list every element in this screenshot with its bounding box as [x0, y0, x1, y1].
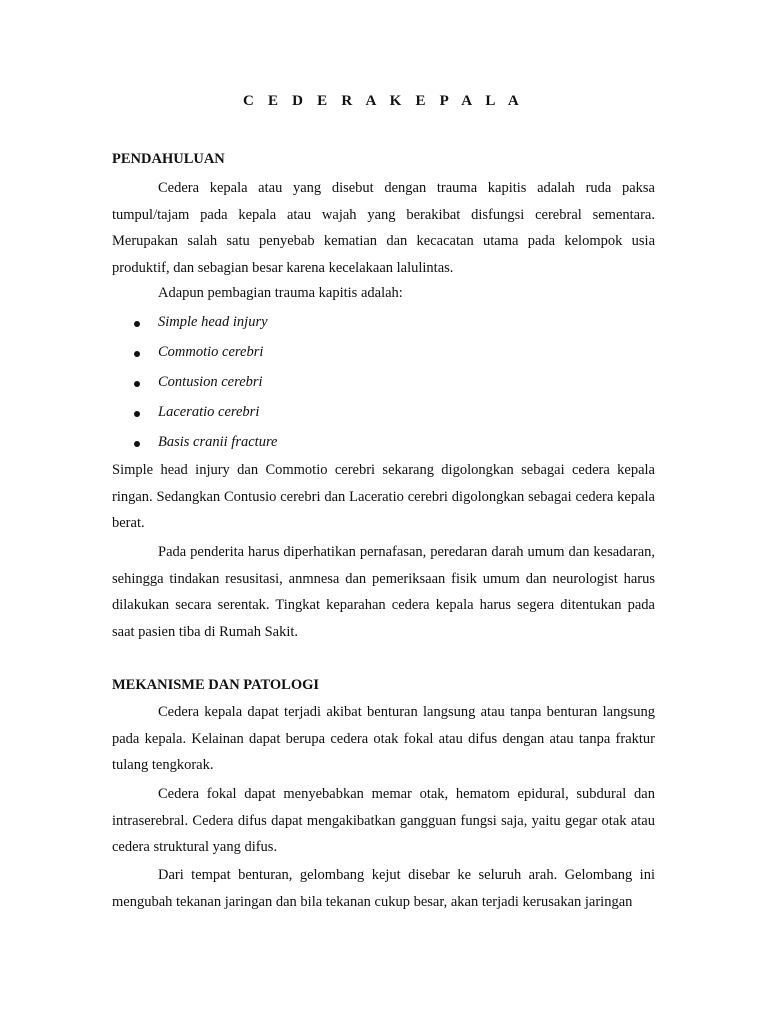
paragraph-management: Pada penderita harus diperhatikan pernafasan, peredaran darah umum dan kesadaran, sehingga tindakan resusitasi, anmnesa dan pemeriksaan fisik umum dan neurologist harus dilakukan secara serentak. Tingkat keparahan cedera kepala harus segera ditentukan pada saat pasien tiba di Rumah Sakit.: [112, 544, 655, 641]
list-item-label: Basis cranii fracture: [158, 434, 278, 450]
list-item-label: Simple head injury: [158, 314, 268, 330]
bullet-icon: [134, 321, 140, 327]
paragraph-classification: Simple head injury dan Commotio cerebri sekarang digolongkan sebagai cedera kepala ringan. Sedangkan Contusio cerebri dan Laceratio cerebri digolongkan sebagai cedera kepala berat.: [112, 462, 655, 532]
document-title: C E D E R A K E P A L A: [243, 93, 524, 109]
list-item-label: Contusion cerebri: [158, 374, 263, 390]
list-item-label: Laceratio cerebri: [158, 404, 260, 420]
list-intro: Adapun pembagian trauma kapitis adalah:: [158, 285, 403, 301]
list-item-label: Commotio cerebri: [158, 344, 264, 360]
paragraph-mechanism: Cedera kepala dapat terjadi akibat benturan langsung atau tanpa benturan langsung pada kepala. Kelainan dapat berupa cedera otak fokal atau difus dengan atau tanpa fraktur tulang tengkorak.: [112, 704, 655, 774]
bullet-icon: [134, 381, 140, 387]
paragraph-intro: Cedera kepala atau yang disebut dengan trauma kapitis adalah ruda paksa tumpul/tajam pada kepala atau wajah yang berakibat disfungsi cerebral sementara. Merupakan salah satu penyebab kematian dan kecacatan utama pada kelompok usia produktif, dan sebagian besar karena kecelakaan lalulintas.: [112, 180, 655, 277]
section-heading-mekanisme: MEKANISME DAN PATOLOGI: [112, 677, 320, 693]
section-heading-pendahuluan: PENDAHULUAN: [112, 151, 225, 167]
paragraph-focal-diffuse: Cedera fokal dapat menyebabkan memar otak, hematom epidural, subdural dan intraserebral. Cedera difus dapat mengakibatkan gangguan fungsi saja, yaitu gegar otak atau cedera struktural yang difus.: [112, 786, 655, 856]
paragraph-shockwave: Dari tempat benturan, gelombang kejut disebar ke seluruh arah. Gelombang ini mengubah tekanan jaringan dan bila tekanan cukup besar, akan terjadi kerusakan jaringan: [112, 867, 655, 910]
bullet-icon: [134, 441, 140, 447]
bullet-icon: [134, 411, 140, 417]
bullet-icon: [134, 351, 140, 357]
